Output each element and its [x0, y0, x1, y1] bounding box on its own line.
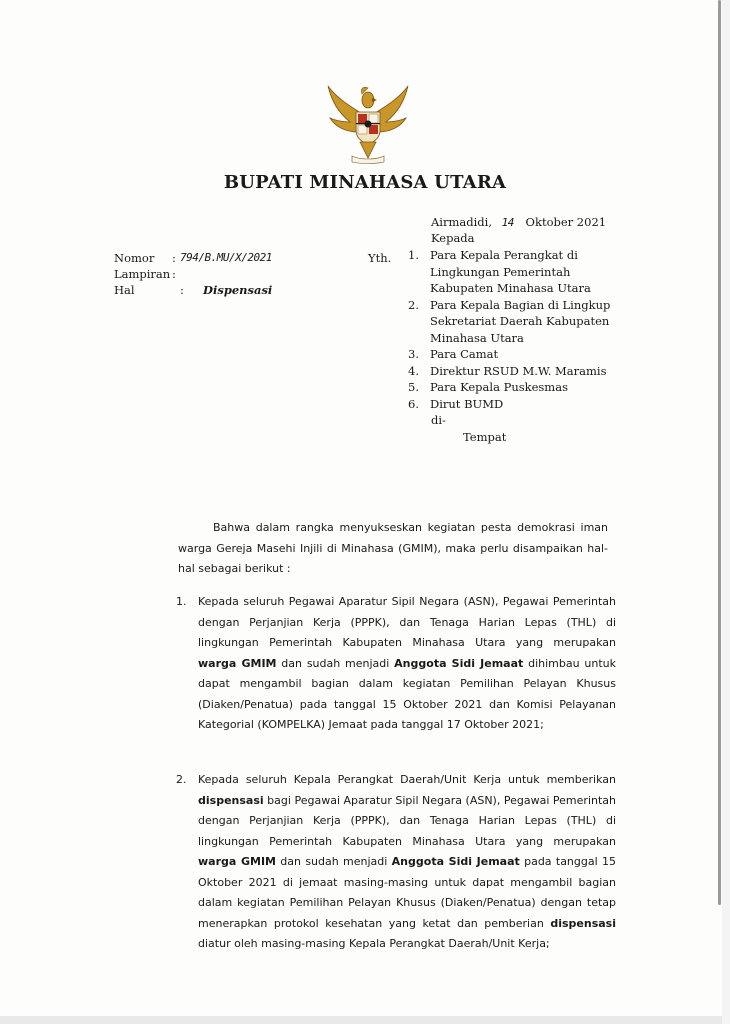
list-item: 1. Para Kepala Perangkat di Lingkungan Pemerintah Kabupaten Minahasa Utara [408, 248, 591, 295]
list-item: 5. Para Kepala Puskesmas [408, 380, 568, 394]
garuda-emblem-icon [324, 78, 412, 166]
lampiran-colon: : [172, 267, 176, 281]
date-month-year: Oktober 2021 [525, 215, 607, 229]
yth-label: Yth. [368, 251, 392, 265]
date-day: 14 [501, 216, 514, 229]
hal-label: Hal [114, 283, 135, 297]
list-item: 3. Para Camat [408, 347, 499, 361]
place-date [431, 214, 606, 231]
lampiran-label: Lampiran [114, 267, 171, 281]
recipient-list [408, 247, 610, 412]
kepada-label: Kepada [431, 231, 475, 245]
point-2 [176, 770, 616, 955]
di-label: di- [431, 413, 446, 427]
intro-paragraph: Bahwa dalam rangka menyukseskan kegiatan pesta demokrasi iman warga Gereja Masehi Injili di Minahasa (GMIM), maka perlu disampaikan hal-hal sebagai berikut : [178, 521, 608, 575]
point-2-text: Kepada seluruh Kepala Perangkat Daerah/Unit Kerja untuk memberikan dispensasi bagi Pegawai Aparatur Sipil Negara (ASN), Pegawai Pemerintah dengan Perjanjian Kerja (PPPK), dan Tenaga Harian Lepas (THL) di lingkungan Pemerintah Kabupaten Minahasa Utara yang merupakan warga GMIM dan sudah menjadi Anggota Sidi Jemaat pada tanggal 15 Oktober 2021 di jemaat masing-masing untuk dapat mengambil bagian dalam kegiatan Pemilihan Pelayan Khusus (Diaken/Penatua) dengan tetap menerapkan protokol kesehatan yang ketat dan pemberian dispensasi diatur oleh masing-masing Kepala Perangkat Daerah/Unit Kerja; [198, 773, 616, 950]
letter-heading: BUPATI MINAHASA UTARA [223, 172, 507, 193]
point-1 [176, 592, 616, 736]
nomor-label: Nomor [114, 251, 155, 265]
nomor-value: 794/B.MU/X/2021 [180, 251, 272, 264]
nomor-colon: : [172, 251, 176, 265]
list-item: 6. Dirut BUMD [408, 396, 504, 411]
point-1-text: Kepada seluruh Pegawai Aparatur Sipil Negara (ASN), Pegawai Pemerintah dengan Perjanjian Kerja (PPPK), dan Tenaga Harian Lepas (THL) di lingkungan Pemerintah Kabupaten Minahasa Utara yang merupakan warga GMIM dan sudah menjadi Anggota Sidi Jemaat dihimbau untuk dapat mengambil bagian dalam kegiatan Pemilihan Pelayan Khusus (Diaken/Penatua) pada tanggal 15 Oktober 2021 dan Komisi Pelayanan Kategorial (KOMPELKA) Jemaat pada tanggal 17 Oktober 2021; [198, 595, 617, 731]
list-item: 4. Direktur RSUD M.W. Maramis [408, 363, 607, 378]
hal-colon: : [180, 283, 184, 297]
tempat-label: Tempat [463, 430, 507, 444]
point-2-number: 2. [176, 773, 187, 786]
scrollbar[interactable] [718, 0, 721, 905]
page-edge [722, 0, 730, 1024]
place-date-prefix: Airmadidi, [431, 215, 492, 229]
hal-value: Dispensasi [203, 283, 273, 297]
point-1-number: 1. [176, 595, 187, 608]
list-item: 2. Para Kepala Bagian di Lingkup Sekretariat Daerah Kabupaten Minahasa Utara [408, 297, 611, 345]
